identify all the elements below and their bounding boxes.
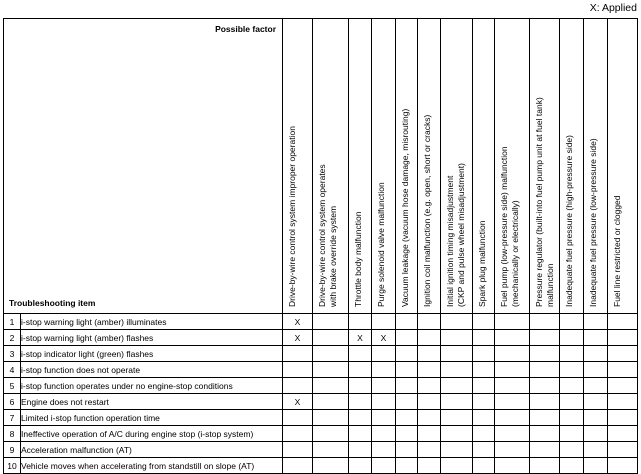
applied-mark-cell — [530, 314, 560, 330]
applied-mark-cell — [584, 330, 608, 346]
applied-mark-cell — [372, 442, 396, 458]
applied-mark-cell — [584, 362, 608, 378]
applied-mark-cell — [396, 346, 418, 362]
applied-mark-cell — [530, 394, 560, 410]
factor-column-header — [313, 19, 349, 314]
applied-mark-cell — [313, 314, 349, 330]
applied-mark-cell — [283, 346, 313, 362]
row-number: 9 — [4, 442, 21, 458]
factor-label: Fuel pump (low-pressure side) malfunction — [499, 146, 509, 307]
row-number: 1 — [4, 314, 21, 330]
applied-mark-cell: X — [283, 314, 313, 330]
applied-mark-cell: X — [283, 330, 313, 346]
applied-mark-cell — [560, 346, 584, 362]
applied-mark-cell — [473, 458, 495, 474]
factor-column-header — [530, 19, 560, 314]
applied-mark-cell — [530, 458, 560, 474]
applied-mark-cell — [441, 394, 473, 410]
factor-column-header — [584, 19, 608, 314]
factor-label: Inadequate fuel pressure (high-pressure side) — [564, 135, 574, 307]
applied-mark-cell — [560, 362, 584, 378]
legend-applied: X: Applied — [589, 2, 637, 14]
applied-mark-cell — [441, 330, 473, 346]
applied-mark-cell — [418, 314, 441, 330]
applied-mark-cell — [313, 330, 349, 346]
applied-mark-cell — [418, 362, 441, 378]
applied-mark-cell — [584, 426, 608, 442]
troubleshooting-item-label: i-stop warning light (amber) illuminates — [21, 314, 283, 330]
applied-mark-cell — [530, 378, 560, 394]
applied-mark-cell — [584, 314, 608, 330]
applied-mark-cell — [473, 378, 495, 394]
applied-mark-cell — [495, 410, 530, 426]
factor-column-header — [418, 19, 441, 314]
applied-mark-cell — [608, 410, 638, 426]
applied-mark-cell — [495, 378, 530, 394]
header-corner-cell — [4, 19, 283, 314]
factor-column-header — [283, 19, 313, 314]
applied-mark-cell — [560, 394, 584, 410]
factor-column-header — [608, 19, 638, 314]
applied-mark-cell — [530, 346, 560, 362]
troubleshooting-item-label: Limited i-stop function operation time — [21, 410, 283, 426]
applied-mark-cell — [372, 346, 396, 362]
applied-mark-cell — [349, 362, 372, 378]
applied-mark-cell — [495, 458, 530, 474]
troubleshooting-item-label: i-stop function does not operate — [21, 362, 283, 378]
applied-mark-cell — [473, 426, 495, 442]
factor-column-header — [396, 19, 418, 314]
table-row — [4, 314, 638, 330]
factor-label: Drive-by-wire control system operates — [317, 164, 327, 307]
applied-mark-cell — [584, 442, 608, 458]
applied-mark-cell — [608, 426, 638, 442]
factor-column-header — [495, 19, 530, 314]
applied-mark-cell — [495, 394, 530, 410]
applied-mark-cell — [608, 330, 638, 346]
factor-label: Ignition coil malfunction (e.g. open, short or cracks) — [422, 114, 432, 307]
applied-mark-cell — [283, 442, 313, 458]
factor-label: Inadequate fuel pressure (low-pressure side) — [588, 138, 598, 307]
applied-mark-cell — [560, 426, 584, 442]
applied-mark-cell — [560, 458, 584, 474]
applied-mark-cell — [283, 362, 313, 378]
applied-mark-cell — [473, 314, 495, 330]
applied-mark-cell — [349, 426, 372, 442]
row-number: 3 — [4, 346, 21, 362]
table-row — [4, 346, 638, 362]
applied-mark-cell — [560, 442, 584, 458]
table-row — [4, 330, 638, 346]
applied-mark-cell — [530, 410, 560, 426]
troubleshooting-item-label: Acceleration malfunction (AT) — [21, 442, 283, 458]
applied-mark-cell — [441, 362, 473, 378]
factor-label: Spark plug malfunction — [477, 220, 487, 307]
table-row — [4, 362, 638, 378]
applied-mark-cell — [372, 378, 396, 394]
factor-column-header — [560, 19, 584, 314]
applied-mark-cell — [313, 362, 349, 378]
troubleshooting-item-heading: Troubleshooting item — [9, 298, 96, 308]
applied-mark-cell — [396, 362, 418, 378]
applied-mark-cell — [396, 330, 418, 346]
applied-mark-cell: X — [283, 394, 313, 410]
troubleshooting-item-label: i-stop indicator light (green) flashes — [21, 346, 283, 362]
applied-mark-cell — [418, 394, 441, 410]
applied-mark-cell — [608, 394, 638, 410]
factor-label: Fuel line restricted or clogged — [612, 195, 622, 307]
applied-mark-cell — [418, 458, 441, 474]
applied-mark-cell — [560, 314, 584, 330]
applied-mark-cell — [283, 410, 313, 426]
applied-mark-cell — [584, 378, 608, 394]
row-number: 5 — [4, 378, 21, 394]
row-number: 7 — [4, 410, 21, 426]
applied-mark-cell — [560, 378, 584, 394]
factor-column-header — [349, 19, 372, 314]
troubleshooting-item-label: i-stop function operates under no engine-stop conditions — [21, 378, 283, 394]
factor-column-header — [372, 19, 396, 314]
applied-mark-cell — [418, 330, 441, 346]
applied-mark-cell — [608, 458, 638, 474]
factor-label: Drive-by-wire control system improper operation — [287, 126, 297, 307]
applied-mark-cell — [396, 410, 418, 426]
row-number: 2 — [4, 330, 21, 346]
factor-label-line2: (mechanically or electrically) — [510, 200, 520, 307]
applied-mark-cell — [473, 362, 495, 378]
applied-mark-cell — [313, 394, 349, 410]
applied-mark-cell — [349, 314, 372, 330]
applied-mark-cell — [349, 378, 372, 394]
row-number: 8 — [4, 426, 21, 442]
applied-mark-cell: X — [349, 330, 372, 346]
applied-mark-cell — [473, 330, 495, 346]
applied-mark-cell — [584, 346, 608, 362]
applied-mark-cell — [372, 426, 396, 442]
factor-label: Initial ignition timing misadjustment — [445, 175, 455, 307]
applied-mark-cell — [372, 410, 396, 426]
applied-mark-cell — [441, 442, 473, 458]
applied-mark-cell — [418, 378, 441, 394]
applied-mark-cell — [349, 458, 372, 474]
applied-mark-cell — [283, 458, 313, 474]
applied-mark-cell — [495, 442, 530, 458]
applied-mark-cell — [441, 378, 473, 394]
applied-mark-cell — [418, 426, 441, 442]
applied-mark-cell — [584, 394, 608, 410]
applied-mark-cell — [495, 426, 530, 442]
applied-mark-cell — [372, 394, 396, 410]
applied-mark-cell — [560, 410, 584, 426]
applied-mark-cell — [349, 410, 372, 426]
row-number: 10 — [4, 458, 21, 474]
applied-mark-cell — [283, 426, 313, 442]
applied-mark-cell — [495, 314, 530, 330]
applied-mark-cell — [418, 346, 441, 362]
table-row — [4, 442, 638, 458]
applied-mark-cell — [313, 378, 349, 394]
row-number: 6 — [4, 394, 21, 410]
table-row — [4, 458, 638, 474]
applied-mark-cell — [313, 426, 349, 442]
applied-mark-cell — [530, 442, 560, 458]
applied-mark-cell — [530, 330, 560, 346]
applied-mark-cell — [495, 362, 530, 378]
applied-mark-cell — [396, 442, 418, 458]
applied-mark-cell — [283, 378, 313, 394]
applied-mark-cell — [396, 394, 418, 410]
troubleshooting-item-label: Ineffective operation of A/C during engine stop (i-stop system) — [21, 426, 283, 442]
applied-mark-cell — [372, 314, 396, 330]
applied-mark-cell — [441, 426, 473, 442]
applied-mark-cell — [313, 442, 349, 458]
applied-mark-cell — [349, 394, 372, 410]
applied-mark-cell — [441, 346, 473, 362]
applied-mark-cell — [349, 442, 372, 458]
applied-mark-cell — [530, 362, 560, 378]
factor-label: Vacuum leakage (vacuum hose damage, misrouting) — [400, 108, 410, 307]
applied-mark-cell — [608, 314, 638, 330]
troubleshooting-matrix — [3, 18, 638, 474]
factor-label: Throttle body malfunction — [353, 211, 363, 307]
possible-factor-heading: Possible factor — [215, 24, 276, 34]
troubleshooting-item-label: Vehicle moves when accelerating from standstill on slope (AT) — [21, 458, 283, 474]
applied-mark-cell — [530, 426, 560, 442]
applied-mark-cell — [560, 330, 584, 346]
applied-mark-cell — [396, 458, 418, 474]
applied-mark-cell — [584, 458, 608, 474]
applied-mark-cell — [418, 410, 441, 426]
applied-mark-cell — [313, 458, 349, 474]
applied-mark-cell — [495, 330, 530, 346]
applied-mark-cell — [584, 410, 608, 426]
factor-label: Pressure regulator (built-into fuel pump unit at fuel tank) — [534, 97, 544, 307]
factor-label-line2: with brake override system — [328, 205, 338, 307]
applied-mark-cell — [396, 314, 418, 330]
applied-mark-cell — [473, 410, 495, 426]
applied-mark-cell — [396, 426, 418, 442]
applied-mark-cell — [372, 362, 396, 378]
factor-label-line2: (CKP and pulse wheel misadjustment) — [456, 163, 466, 307]
applied-mark-cell — [608, 442, 638, 458]
troubleshooting-item-label: Engine does not restart — [21, 394, 283, 410]
applied-mark-cell — [495, 346, 530, 362]
applied-mark-cell — [608, 362, 638, 378]
applied-mark-cell — [313, 346, 349, 362]
applied-mark-cell — [372, 458, 396, 474]
factor-label: Purge solenoid valve malfunction — [376, 182, 386, 307]
applied-mark-cell — [441, 314, 473, 330]
table-row — [4, 394, 638, 410]
applied-mark-cell — [473, 442, 495, 458]
applied-mark-cell — [418, 442, 441, 458]
row-number: 4 — [4, 362, 21, 378]
applied-mark-cell — [396, 378, 418, 394]
applied-mark-cell — [349, 346, 372, 362]
applied-mark-cell — [473, 394, 495, 410]
applied-mark-cell — [441, 458, 473, 474]
applied-mark-cell — [441, 410, 473, 426]
table-row — [4, 426, 638, 442]
table-row — [4, 410, 638, 426]
applied-mark-cell — [608, 378, 638, 394]
applied-mark-cell — [608, 346, 638, 362]
applied-mark-cell — [313, 410, 349, 426]
factor-label-line2: malfunction — [545, 263, 555, 307]
troubleshooting-item-label: i-stop warning light (amber) flashes — [21, 330, 283, 346]
factor-column-header — [441, 19, 473, 314]
table-row — [4, 378, 638, 394]
factor-column-header — [473, 19, 495, 314]
applied-mark-cell — [473, 346, 495, 362]
applied-mark-cell: X — [372, 330, 396, 346]
